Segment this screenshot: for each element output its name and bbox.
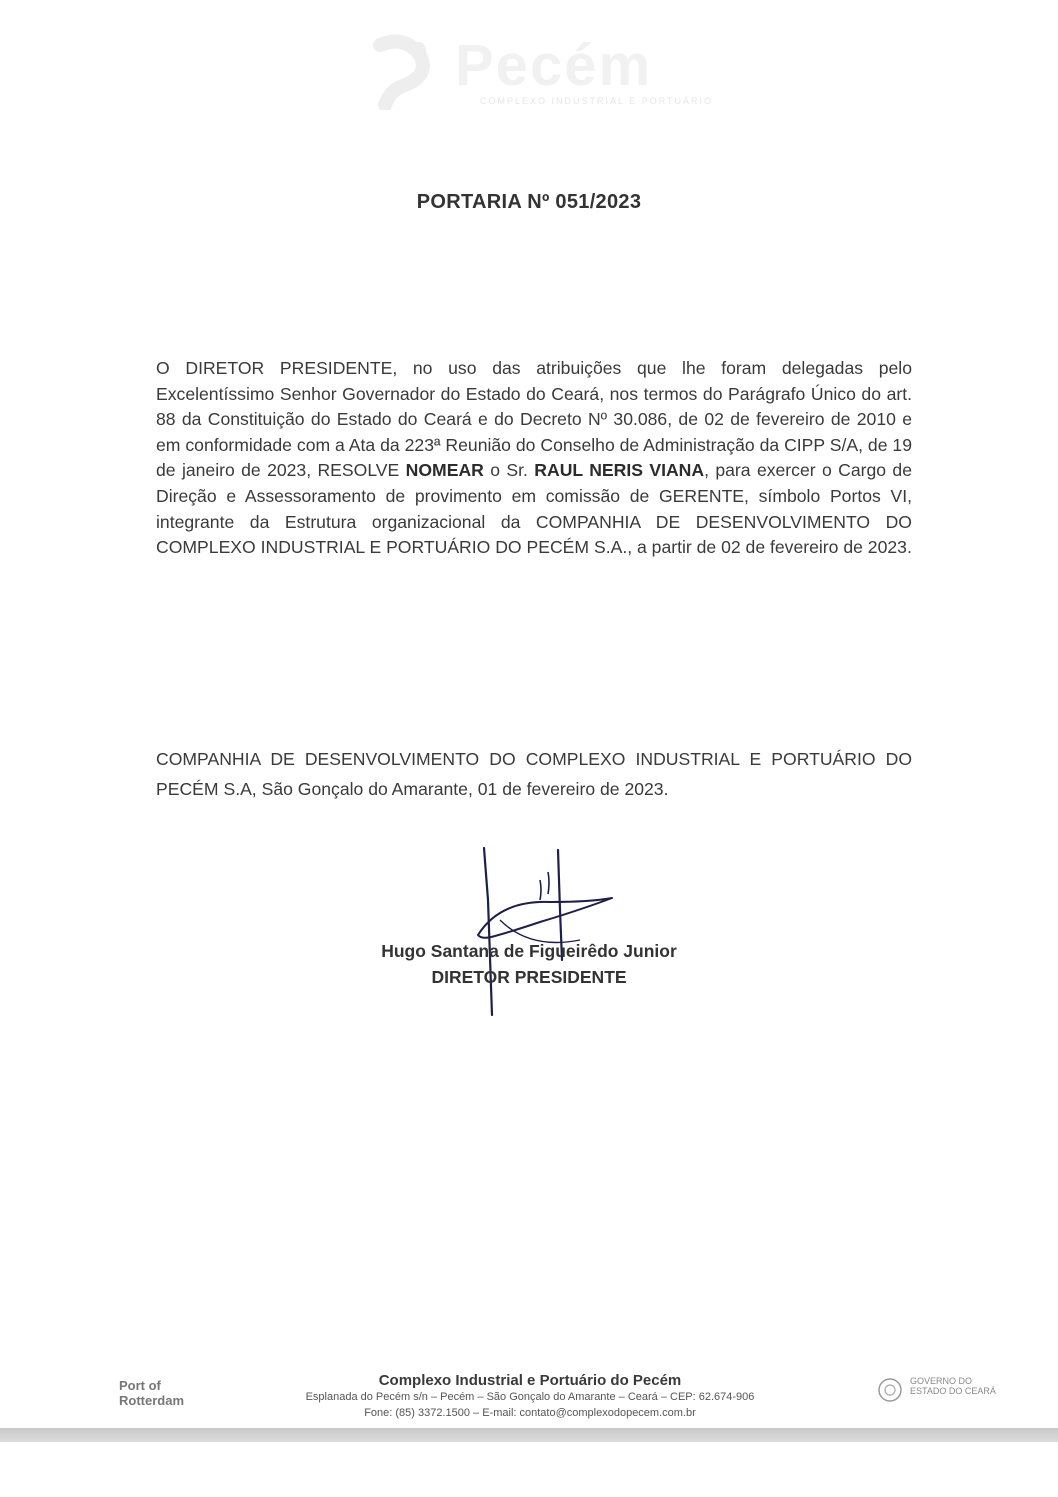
footer-title: Complexo Industrial e Portuário do Pecém — [378, 1372, 682, 1389]
left-logo-line2: Rotterdam — [119, 1393, 185, 1408]
pecem-watermark-logo — [360, 30, 720, 110]
footer-contact-block — [260, 1372, 800, 1421]
body-text-part3: , para exercer o Cargo de Direção e Assessoramento de provimento em comissão de GERENTE, símbolo Portos VI, integrante da Estrutura organizacional da COMPANHIA DE DESENVOLVIMENTO DO COMPLEXO INDUSTRIAL E PORTUÁRIO DO PECÉM S.A., a partir de 02 de fevereiro de 2023. — [156, 460, 912, 558]
resolution-paragraph — [156, 356, 912, 561]
gov-logo-text — [910, 1376, 996, 1396]
gov-logo-line2: ESTADO DO CEARÁ — [910, 1386, 996, 1396]
signer-role: DIRETOR PRESIDENTE — [431, 967, 627, 987]
logo-word: Pecém — [455, 33, 653, 98]
body-nomear: NOMEAR — [405, 460, 484, 481]
document-title: PORTARIA Nº 051/2023 — [416, 191, 642, 213]
left-logo-line1: Port of — [119, 1378, 161, 1393]
body-text-part1: O DIRETOR PRESIDENTE, no uso das atribuições que lhe foram delegadas pelo Excelentíssimo Senhor Governador do Estado do Ceará, nos termos do Parágrafo Único do art. 88 da Constituição do Estado do Ceará e do Decreto Nº 30.086, de 02 de fevereiro de 2010 e em conformidade com a Ata da 223ª Reunião do Conselho de Administração da CIPP S/A, de 19 de janeiro de 2023, RESOLVE — [156, 358, 912, 481]
handwritten-signature — [440, 840, 630, 1020]
footer-divider-bar — [0, 1428, 1058, 1442]
government-ceara-logo — [876, 1374, 1016, 1410]
logo-subtitle: COMPLEXO INDUSTRIAL E PORTUÁRIO — [480, 96, 714, 106]
port-of-rotterdam-logo — [119, 1378, 184, 1408]
state-seal-icon — [876, 1376, 904, 1404]
signer-name: Hugo Santana de Figueirêdo Junior — [381, 941, 677, 961]
body-text-part2: o Sr. — [483, 460, 535, 481]
gov-logo-line1: GOVERNO DO — [910, 1376, 973, 1386]
pecem-logo-icon — [360, 30, 450, 110]
appointee-name: RAUL NERIS VIANA — [534, 460, 705, 481]
footer-address: Esplanada do Pecém s/n – Pecém – São Gonçalo do Amarante – Ceará – CEP: 62.674-906 — [305, 1391, 755, 1403]
footer-contact: Fone: (85) 3372.1500 – E-mail: contato@complexodopecem.com.br — [364, 1407, 696, 1419]
place-date-paragraph: COMPANHIA DE DESENVOLVIMENTO DO COMPLEXO INDUSTRIAL E PORTUÁRIO DO PECÉM S.A, São Gonçalo do Amarante, 01 de fevereiro de 2023. — [156, 749, 912, 799]
